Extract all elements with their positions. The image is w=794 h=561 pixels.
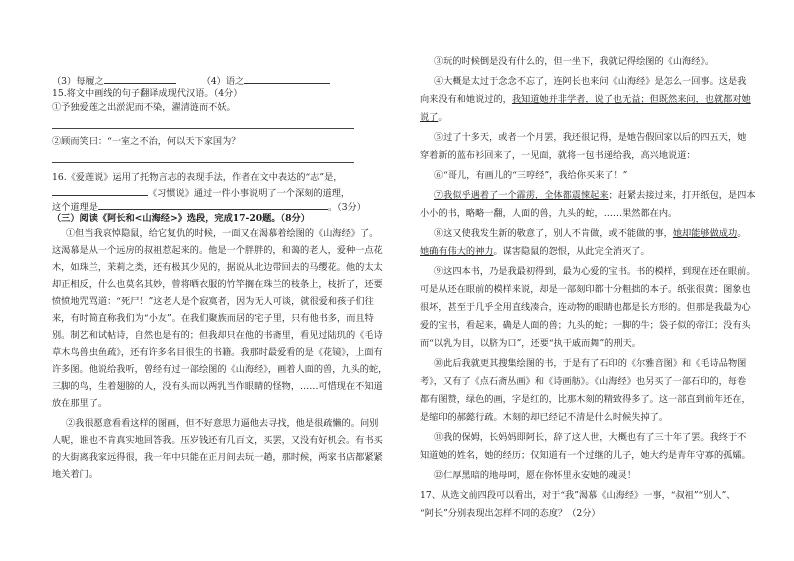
question-15-title: 15.将文中画线的句子翻译成现代汉语。（4分）	[52, 88, 243, 99]
para-2-line: 的大街离我家远得很，我一年中只能在正月间去玩一趟，那时候，两家书店都紧紧	[52, 452, 383, 463]
para-12-line: ⑫仁厚黑暗的地母呵，愿在你怀里永安她的魂灵！	[434, 470, 637, 481]
para-2-line: ②我很愿意看看这样的图画，但不好意思力逼他去寻找，他是很疏懒的。问别	[66, 418, 379, 429]
para-1-line: 木，如珠兰，茉莉之类，还有极其少见的，据说从北边带回去的马缨花。他的太太	[52, 262, 383, 273]
para-1-line: 这渴慕是从一个远房的叔祖惹起来的。他是一个胖胖的，和蔼的老人，爱种一点花	[52, 245, 383, 256]
para-8-line	[420, 246, 650, 258]
q16-text-1: 16.《爱莲说》运用了托物言志的表现手法，作者在文中表达的“志”是，	[52, 172, 343, 183]
q14-b-answer-blank[interactable]	[244, 74, 330, 84]
question-14-blanks	[52, 74, 330, 88]
para-1-line: 三脚的鸟，生着翅膀的人，没有头而以两乳当作眼睛的怪物，……可惜现在不知道	[52, 381, 383, 392]
para-5-line: ⑤过了十多天，或者一个月罢，我还很记得，是她告假回家以后的四五天，她	[434, 132, 747, 143]
para-11-line: ⑪我的保姆，长妈妈即阿长，辞了这人世，大概也有了三十年了罢。我终于不	[434, 432, 747, 443]
para-9-line: 爱的宝书，看起来，确是人面的兽；九头的蛇；一脚的牛；袋子似的帝江；没有头	[420, 320, 751, 331]
para-9-line: 可是从还在眼前的模样来说，却是一部刻印都十分粗拙的本子。纸张很黄；图象也	[420, 284, 751, 295]
question-17-line-1: 17、从选文前四段可以看出，对于“我”渴慕《山海经》一事，“叔祖”“别人”、	[420, 490, 736, 501]
q14-a-label: （3）每履之	[52, 76, 104, 87]
para-1-line: 放在那里了。	[52, 398, 108, 409]
para-9-line: 而“以乳为目，以脐为口”，还要“执干戚而舞”的刑天。	[420, 338, 641, 349]
para-9-line: ⑨这四本书，乃是我最初得到，最为心爱的宝书。书的模样，到现在还在眼前。	[434, 266, 756, 277]
para-1-line: 别。制艺和试帖诗，自然也是有的；但我却只在他的书斋里，看见过陆玑的《毛诗	[52, 330, 383, 341]
section-3-title: （三）阅读《阿长和<山海经>》选段，完成17-20题。（8分）	[52, 213, 310, 224]
para-2-line: 地关着门。	[52, 469, 98, 480]
para-7-text: ；赶紧去接过来，打开纸包，是四本	[608, 190, 756, 201]
q16-score: 。（3分）	[327, 202, 366, 213]
para-8-underlined: 她确有伟大的神力	[420, 246, 494, 257]
q16-blank-2[interactable]	[98, 200, 328, 210]
para-10-line: 都有图赞，绿色的画，字是红的，比那木刻的精致得多了。这一部直到前年还在，	[420, 394, 751, 405]
q15-1-answer-line[interactable]	[52, 128, 354, 129]
q15-2-answer-line[interactable]	[52, 162, 354, 163]
para-4-text: 。	[438, 112, 448, 123]
q14-a-answer-blank[interactable]	[104, 74, 176, 84]
para-3-line: ③玩的时候倒是没有什么的，但一坐下，我就记得绘图的《山海经》。	[434, 56, 715, 67]
question-15-sentence-2: ②顾而笑曰：“一室之不治，何以天下家国为？	[52, 136, 241, 147]
q16-text-2: 《习惯说》通过一件小事说明了一个深刻的道理，	[148, 188, 351, 199]
q14-b-label: （4）语之	[201, 76, 245, 87]
para-11-line: 知道她的姓名，她的经历；仅知道有一个过继的儿子，她大约是青年守寡的孤孀。	[420, 450, 751, 461]
para-1-line: 却正相反，什么也莫名其妙，曾将晒衣服的竹竿搁在珠兰的枝条上，枝折了，还要	[52, 279, 383, 290]
para-9-line: 很坏，甚至于几乎全用直线凑合，连动物的眼睛也都是长方形的。但那是我最为心	[420, 302, 751, 313]
para-1-line: 来，有时简直称我们为“小友”。在我们聚族而居的宅子里，只有他书多，而且特	[52, 313, 374, 324]
para-8-underlined: 她却能够做成功	[672, 228, 738, 239]
question-16-line-3	[52, 200, 366, 214]
para-8-text: 。谋害隐鼠的怨恨，从此完全消灭了。	[493, 246, 650, 257]
para-7-underlined: ⑦我似乎遇着了一个霹雳，全体都震悚起来	[434, 190, 609, 201]
question-15-sentence-1: ①予独爱莲之出淤泥而不染，濯清涟而不妖。	[52, 102, 236, 113]
para-1-line: 愤愤地咒骂道：“死尸！”这老人是个寂寞者，因为无人可谈，就很爱和孩子们往	[52, 296, 374, 307]
para-4-line: ④大概是太过于念念不忘了，连阿长也来问《山海经》是怎么一回事。这是我	[434, 76, 747, 87]
para-8-text: 。	[737, 228, 747, 239]
para-8-line	[420, 228, 746, 240]
para-4-text: 向来没有和她说过的，	[420, 94, 512, 105]
para-4-underlined: 我知道她并非学者，说了也无益；但既然来问，也就都对她	[511, 94, 751, 105]
para-1-line: 草木鸟兽虫鱼疏》，还有许多名目很生的书籍。我那时最爱看的是《花镜》，上面有	[52, 347, 383, 358]
para-4-line	[420, 94, 751, 106]
para-5-line: 穿着新的蓝布衫回来了，一见面，就将一包书递给我，高兴地说道：	[420, 150, 696, 161]
para-8-text: ⑧这又使我发生新的敬意了，别人不肯做，或不能做的事，	[434, 228, 673, 239]
para-10-line: 考》，又有了《点石斋丛画》和《诗画舫》。《山海经》也另买了一部石印的，每卷	[420, 376, 747, 387]
q16-blank-1[interactable]	[52, 186, 148, 196]
q16-text-3: 这个道理是	[52, 202, 98, 213]
question-16-line-2	[52, 186, 350, 200]
para-10-line: 是缩印的郝懿行疏。木刻的却已经记不清是什么时候失掉了。	[420, 412, 669, 423]
para-2-line: 人呢，谁也不肯真实地回答我。压岁钱还有几百文，买罢，又没有好机会。有书买	[52, 435, 383, 446]
question-16-line-1	[52, 172, 342, 184]
para-1-line: 许多图。他说给我听，曾经有过一部绘图的《山海经》，画着人面的兽，九头的蛇，	[52, 364, 388, 375]
question-17-line-2: “阿长”分别表现出怎样不同的态度？（2分）	[420, 508, 601, 519]
para-4-line	[420, 112, 448, 124]
para-1-line: ①但当我哀悼隐鼠，给它复仇的时候，一面又在渴慕着绘图的《山海经》了。	[66, 228, 379, 239]
para-7-line	[420, 190, 756, 202]
para-6-line: ⑥“哥儿，有画儿的“三哼经”，我给你买来了！”	[434, 170, 628, 181]
para-10-line: ⑩此后我就更其搜集绘图的书，于是有了石印的《尔雅音图》和《毛诗品物图	[434, 358, 747, 369]
para-7-line: 小小的书，略略一翻，人面的兽，九头的蛇，……果然都在内。	[420, 208, 678, 219]
para-4-underlined: 说了	[420, 112, 439, 123]
